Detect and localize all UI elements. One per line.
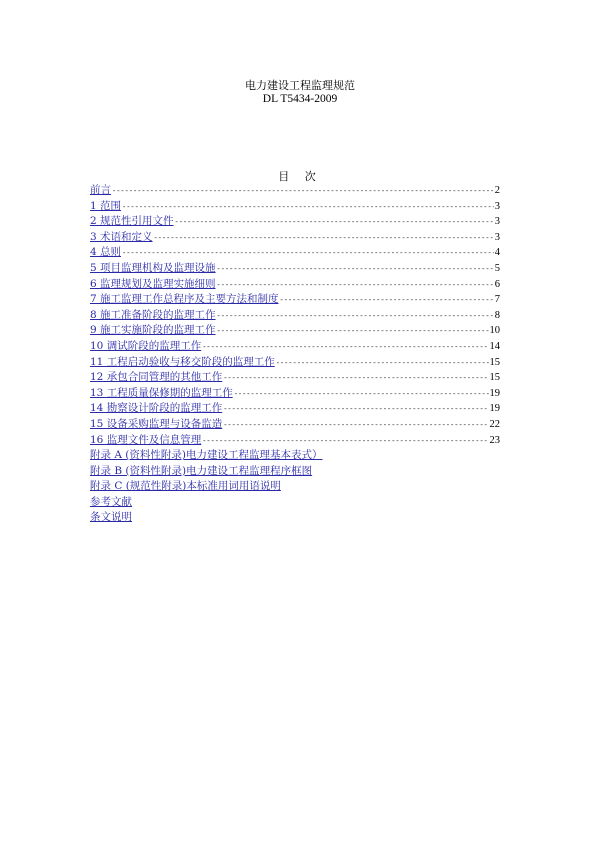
toc-entry-link[interactable]: 1 范围 (90, 199, 122, 212)
toc-page-number: 6 (494, 278, 500, 290)
toc-page-number: 3 (494, 216, 500, 228)
document-code: DL T5434-2009 (262, 93, 338, 105)
toc-page-number: 8 (494, 309, 500, 321)
toc-page-number: 15 (489, 356, 500, 368)
toc-entry (90, 370, 500, 386)
toc-page-number: 4 (494, 247, 500, 259)
toc-page-number: 5 (494, 262, 500, 274)
toc-leader (223, 419, 488, 433)
toc-entry-link[interactable]: 7 施工监理工作总程序及主要方法和制度 (90, 293, 279, 306)
toc-entry-link[interactable]: 8 施工准备阶段的监理工作 (90, 308, 216, 321)
toc-page-number: 2 (494, 185, 500, 196)
toc-entry-link[interactable]: 条文说明 (90, 511, 132, 524)
toc-entry-link[interactable]: 10 调试阶段的监理工作 (90, 339, 202, 352)
toc-entry-link[interactable]: 4 总则 (90, 246, 122, 259)
toc-entry (90, 448, 500, 464)
toc-entry-link[interactable]: 附录 B (资料性附录)电力建设工程监理程序框图 (90, 464, 313, 477)
toc-leader (223, 372, 488, 386)
toc-leader (175, 216, 494, 230)
toc-entry (90, 245, 500, 261)
toc-entry (90, 261, 500, 277)
toc-entry-link[interactable]: 参考文献 (90, 495, 132, 508)
toc-entry (90, 308, 500, 324)
toc-leader (112, 185, 494, 199)
toc-page-number: 3 (494, 200, 500, 212)
toc-entry-link[interactable]: 14 勘察设计阶段的监理工作 (90, 402, 223, 415)
toc-page-number: 10 (489, 325, 500, 337)
toc-leader (122, 201, 494, 215)
toc-entry (90, 355, 500, 371)
toc-leader (276, 357, 489, 371)
toc-entry-link[interactable]: 前言 (90, 184, 111, 196)
toc-entry (90, 417, 500, 433)
toc-entry (90, 386, 500, 402)
toc-heading: 目 次 (278, 170, 322, 183)
toc-page-number: 14 (489, 340, 500, 352)
toc-entry-link[interactable]: 11 工程启动验收与移交阶段的监理工作 (90, 355, 275, 368)
toc-leader (154, 232, 494, 246)
toc-page-number: 15 (489, 372, 500, 384)
toc-leader (202, 341, 488, 355)
toc-leader (122, 247, 494, 261)
toc-entry (90, 401, 500, 417)
toc-entry-link[interactable]: 9 施工实施阶段的监理工作 (90, 324, 216, 337)
toc-leader (217, 279, 494, 293)
toc-entry (90, 495, 500, 511)
toc-entry (90, 183, 500, 199)
toc-leader (280, 294, 494, 308)
toc-leader (217, 310, 494, 324)
toc-entry (90, 479, 500, 495)
toc-entry (90, 464, 500, 480)
toc-entry (90, 230, 500, 246)
toc-entry (90, 433, 500, 449)
toc-page-number: 23 (489, 434, 500, 446)
toc-page-number: 19 (489, 387, 500, 399)
toc-entry-link[interactable]: 16 监理文件及信息管理 (90, 433, 202, 446)
toc-entry (90, 277, 500, 293)
toc-entry-link[interactable]: 12 承包合同管理的其他工作 (90, 371, 223, 384)
toc-page-number: 3 (494, 231, 500, 243)
toc-leader (217, 325, 489, 339)
toc-entry-link[interactable]: 附录 C (规范性附录)本标准用词用语说明 (90, 480, 281, 493)
toc-entry (90, 214, 500, 230)
toc-entry-link[interactable]: 2 规范性引用文件 (90, 215, 174, 228)
toc-entry-link[interactable]: 附录 A (资料性附录)电力建设工程监理基本表式） (90, 449, 323, 462)
toc-entry (90, 292, 500, 308)
toc-entry-link[interactable]: 5 项目监理机构及监理设施 (90, 261, 216, 274)
toc-page-number: 22 (489, 418, 500, 430)
toc-leader (202, 435, 488, 449)
toc-leader (223, 403, 488, 417)
toc-page-number: 7 (494, 294, 500, 306)
table-of-contents (90, 183, 500, 526)
toc-entry (90, 323, 500, 339)
toc-page-number: 19 (489, 403, 500, 415)
toc-entry-link[interactable]: 3 术语和定义 (90, 230, 153, 243)
toc-entry (90, 199, 500, 215)
toc-leader (217, 263, 494, 277)
toc-entry (90, 339, 500, 355)
toc-entry-link[interactable]: 13 工程质量保修期的监理工作 (90, 386, 233, 399)
toc-entry-link[interactable]: 15 设备采购监理与设备监造 (90, 417, 223, 430)
toc-entry-link[interactable]: 6 监理规划及监理实施细则 (90, 277, 216, 290)
toc-leader (234, 388, 489, 402)
toc-entry (90, 510, 500, 526)
document-title: 电力建设工程监理规范 (245, 79, 355, 92)
